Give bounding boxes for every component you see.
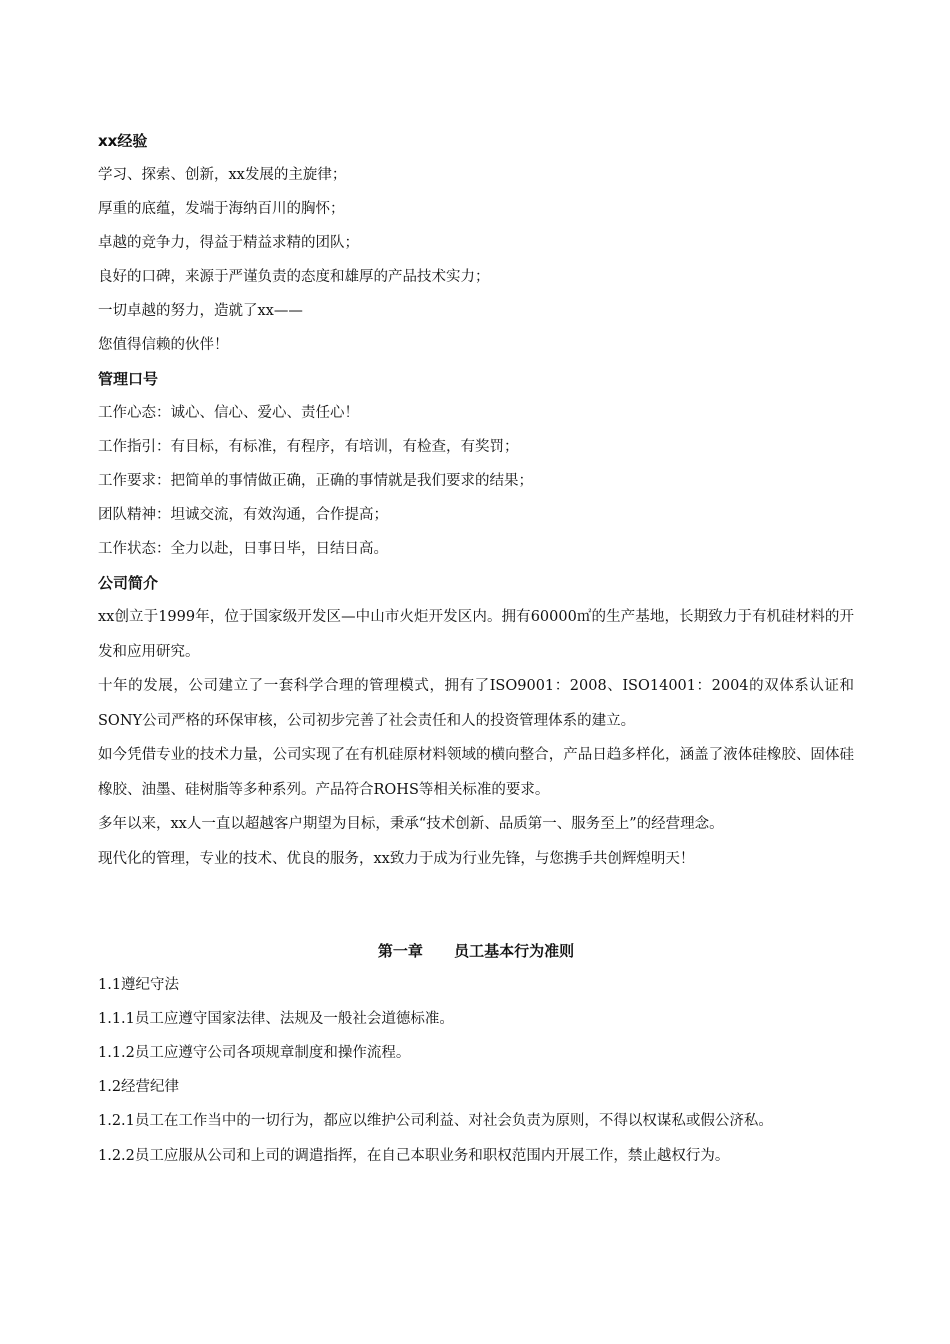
chapter-line: 1.1.2员工应遵守公司各项规章制度和操作流程。 [98,1045,411,1061]
slogan-line: 工作状态：全力以赴，日事日毕，日结日高。 [98,541,388,557]
slogan-line: 工作指引：有目标，有标准，有程序，有培训，有检查，有奖罚； [98,439,519,455]
profile-paragraph: 如今凭借专业的技术力量，公司实现了在有机硅原材料领域的横向整合，产品日趋多样化，涵盖了液体硅橡胶、固体硅橡胶、油墨、硅树脂等多种系列。产品符合ROHS等相关标准的要求。 [98,747,854,798]
document-body [98,124,854,1173]
chapter-title: 第一章 员工基本行为准则 [377,942,575,960]
profile-paragraph: xx创立于1999年，位于国家级开发区—中山市火炬开发区内。拥有60000㎡的生产基地，长期致力于有机硅材料的开发和应用研究。 [98,609,854,660]
slogan-line: 团队精神：坦诚交流，有效沟通，合作提高； [98,507,388,523]
experience-line: 一切卓越的努力，造就了xx—— [98,303,303,319]
chapter-line: 1.1遵纪守法 [98,977,180,993]
profile-paragraph: 十年的发展，公司建立了一套科学合理的管理模式，拥有了ISO9001：2008、ISO14001：2004的双体系认证和SONY公司严格的环保审核，公司初步完善了社会责任和人的投资管理体系的建立。 [98,678,854,729]
experience-line: 厚重的底蕴，发端于海纳百川的胸怀； [98,201,345,217]
chapter-line: 1.2经营纪律 [98,1079,180,1095]
section-heading-experience: xx经验 [98,132,148,150]
section-heading-profile: 公司简介 [98,574,159,592]
chapter-line: 1.1.1员工应遵守国家法律、法规及一般社会道德标准。 [98,1011,454,1027]
section-spacer [98,876,854,934]
slogan-line: 工作心态：诚心、信心、爱心、责任心！ [98,405,359,421]
slogan-line: 工作要求：把简单的事情做正确，正确的事情就是我们要求的结果； [98,473,533,489]
experience-line: 您值得信赖的伙伴！ [98,337,229,353]
experience-line: 卓越的竞争力，得益于精益求精的团队； [98,235,359,251]
profile-paragraph: 多年以来，xx人一直以超越客户期望为目标，秉承“技术创新、品质第一、服务至上”的经营理念。 [98,816,724,832]
chapter-line: 1.2.2员工应服从公司和上司的调遣指挥，在自己本职业务和职权范围内开展工作，禁止越权行为。 [98,1147,730,1164]
experience-line: 学习、探索、创新，xx发展的主旋律； [98,167,347,183]
section-heading-slogan: 管理口号 [98,370,159,388]
chapter-paragraph: 1.2.1员工在工作当中的一切行为，都应以维护公司利益、对社会负责为原则，不得以权谋私或假公济私。 [98,1113,773,1129]
profile-paragraph: 现代化的管理，专业的技术、优良的服务，xx致力于成为行业先锋，与您携手共创辉煌明天！ [98,850,695,867]
experience-line: 良好的口碑，来源于严谨负责的态度和雄厚的产品技术实力； [98,269,490,285]
